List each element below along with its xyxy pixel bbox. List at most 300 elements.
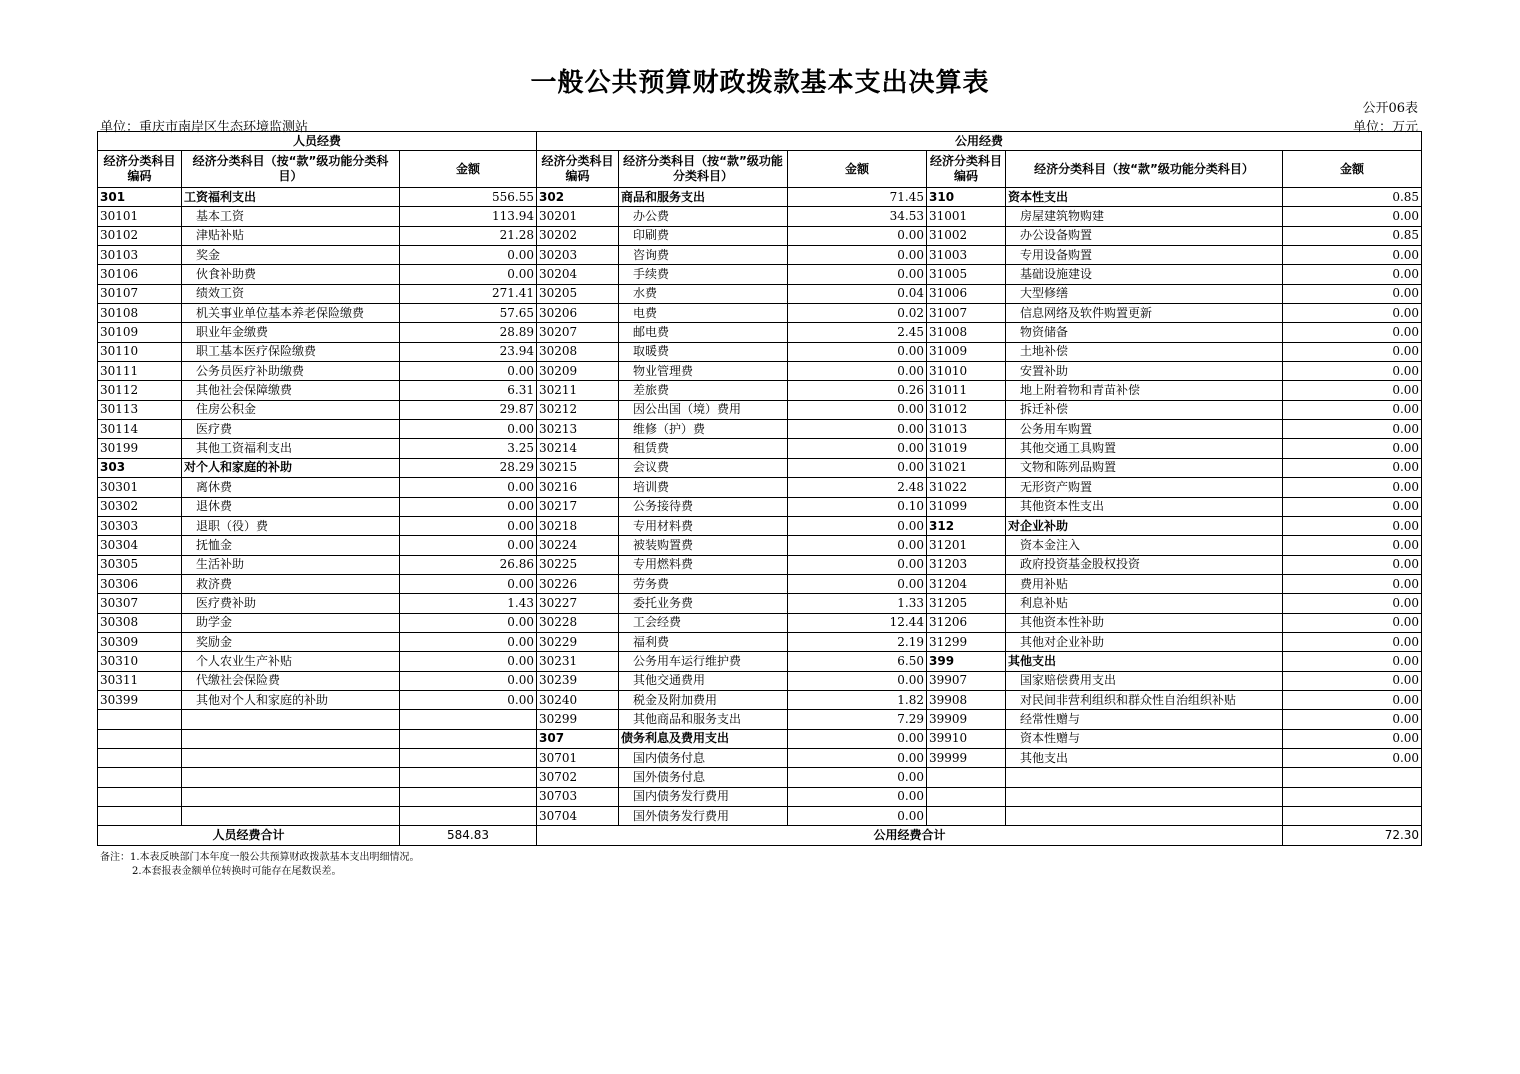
amount-cell: 0.00 xyxy=(1283,439,1422,458)
code-cell xyxy=(927,768,1006,787)
subject-cell: 咨询费 xyxy=(619,246,788,265)
table-row xyxy=(98,787,1422,806)
code-cell: 30226 xyxy=(537,574,619,593)
code-cell: 30109 xyxy=(98,323,182,342)
amount-cell: 0.00 xyxy=(1283,748,1422,767)
code-cell: 39909 xyxy=(927,710,1006,729)
amount-cell: 0.00 xyxy=(788,574,927,593)
code-cell: 302 xyxy=(537,188,619,207)
code-cell: 30112 xyxy=(98,381,182,400)
amount-cell: 0.00 xyxy=(1283,497,1422,516)
code-cell: 30103 xyxy=(98,246,182,265)
table-row xyxy=(98,246,1422,265)
subject-cell: 助学金 xyxy=(182,613,400,632)
subject-cell: 国外债务发行费用 xyxy=(619,807,788,826)
code-cell: 30206 xyxy=(537,304,619,323)
subject-cell: 国内债务发行费用 xyxy=(619,787,788,806)
subject-cell xyxy=(1006,787,1283,806)
amount-cell: 12.44 xyxy=(788,613,927,632)
amount-cell: 0.00 xyxy=(788,516,927,535)
subject-cell: 印刷费 xyxy=(619,226,788,245)
amount-cell: 0.00 xyxy=(788,748,927,767)
code-cell: 30399 xyxy=(98,690,182,709)
subject-cell: 其他支出 xyxy=(1006,748,1283,767)
amount-cell: 2.48 xyxy=(788,478,927,497)
code-cell: 30224 xyxy=(537,536,619,555)
table-row xyxy=(98,323,1422,342)
code-cell: 312 xyxy=(927,516,1006,535)
subject-cell: 离休费 xyxy=(182,478,400,497)
table-row xyxy=(98,748,1422,767)
code-cell: 30205 xyxy=(537,284,619,303)
subject-cell: 无形资产购置 xyxy=(1006,478,1283,497)
subject-cell: 其他社会保障缴费 xyxy=(182,381,400,400)
code-cell: 30231 xyxy=(537,652,619,671)
code-cell: 30310 xyxy=(98,652,182,671)
col-amount-header: 金额 xyxy=(788,151,927,188)
subject-cell: 电费 xyxy=(619,304,788,323)
amount-cell: 0.00 xyxy=(400,362,537,381)
code-cell: 30199 xyxy=(98,439,182,458)
subject-cell: 福利费 xyxy=(619,632,788,651)
code-cell: 31001 xyxy=(927,207,1006,226)
subject-cell: 专用燃料费 xyxy=(619,555,788,574)
subject-cell: 资本性支出 xyxy=(1006,188,1283,207)
code-cell: 39910 xyxy=(927,729,1006,748)
subject-cell: 政府投资基金股权投资 xyxy=(1006,555,1283,574)
amount-cell: 0.00 xyxy=(788,246,927,265)
subject-cell xyxy=(182,787,400,806)
code-cell: 31201 xyxy=(927,536,1006,555)
subject-cell: 维修（护）费 xyxy=(619,420,788,439)
code-cell: 30308 xyxy=(98,613,182,632)
table-row xyxy=(98,362,1422,381)
code-cell: 30299 xyxy=(537,710,619,729)
table-row xyxy=(98,671,1422,690)
amount-cell: 0.00 xyxy=(400,652,537,671)
code-cell: 30211 xyxy=(537,381,619,400)
code-cell: 30239 xyxy=(537,671,619,690)
amount-cell: 0.00 xyxy=(400,420,537,439)
code-cell: 30306 xyxy=(98,574,182,593)
amount-cell: 0.00 xyxy=(400,613,537,632)
subject-cell: 国内债务付息 xyxy=(619,748,788,767)
amount-cell: 0.04 xyxy=(788,284,927,303)
code-cell: 30111 xyxy=(98,362,182,381)
subject-cell: 公务用车运行维护费 xyxy=(619,652,788,671)
amount-cell: 0.00 xyxy=(1283,400,1422,419)
subject-cell: 专用设备购置 xyxy=(1006,246,1283,265)
amount-cell: 0.00 xyxy=(1283,246,1422,265)
code-cell: 30202 xyxy=(537,226,619,245)
subject-cell: 基本工资 xyxy=(182,207,400,226)
code-cell: 30305 xyxy=(98,555,182,574)
amount-cell: 0.00 xyxy=(1283,207,1422,226)
code-cell: 30113 xyxy=(98,400,182,419)
subject-cell: 费用补贴 xyxy=(1006,574,1283,593)
amount-cell: 0.02 xyxy=(788,304,927,323)
table-row xyxy=(98,226,1422,245)
amount-cell: 0.00 xyxy=(788,420,927,439)
amount-cell: 0.85 xyxy=(1283,226,1422,245)
amount-cell: 57.65 xyxy=(400,304,537,323)
code-cell: 31010 xyxy=(927,362,1006,381)
amount-cell: 1.33 xyxy=(788,594,927,613)
subject-cell: 因公出国（境）费用 xyxy=(619,400,788,419)
col-amount-header: 金额 xyxy=(400,151,537,188)
table-row xyxy=(98,342,1422,361)
table-row xyxy=(98,439,1422,458)
amount-cell: 0.26 xyxy=(788,381,927,400)
code-cell: 39907 xyxy=(927,671,1006,690)
amount-cell: 0.00 xyxy=(1283,458,1422,477)
amount-cell: 0.00 xyxy=(788,400,927,419)
amount-cell: 2.19 xyxy=(788,632,927,651)
subject-cell: 税金及附加费用 xyxy=(619,690,788,709)
code-cell xyxy=(927,787,1006,806)
amount-cell: 0.00 xyxy=(788,439,927,458)
amount-cell: 26.86 xyxy=(400,555,537,574)
table-row xyxy=(98,768,1422,787)
amount-cell: 2.45 xyxy=(788,323,927,342)
code-cell xyxy=(98,748,182,767)
amount-cell: 0.00 xyxy=(1283,729,1422,748)
subject-cell: 其他资本性支出 xyxy=(1006,497,1283,516)
amount-cell: 0.00 xyxy=(788,807,927,826)
subject-cell: 债务利息及费用支出 xyxy=(619,729,788,748)
amount-cell: 0.00 xyxy=(1283,516,1422,535)
subject-cell: 租赁费 xyxy=(619,439,788,458)
code-cell: 30216 xyxy=(537,478,619,497)
amount-cell: 0.00 xyxy=(788,787,927,806)
col-code-header: 经济分类科目编码 xyxy=(98,151,182,188)
amount-cell: 71.45 xyxy=(788,188,927,207)
subject-cell: 抚恤金 xyxy=(182,536,400,555)
amount-cell: 0.00 xyxy=(400,516,537,535)
subject-cell: 工会经费 xyxy=(619,613,788,632)
amount-cell xyxy=(400,729,537,748)
code-cell: 30218 xyxy=(537,516,619,535)
subject-cell: 救济费 xyxy=(182,574,400,593)
amount-cell: 0.00 xyxy=(1283,323,1422,342)
code-cell: 30228 xyxy=(537,613,619,632)
code-cell: 30214 xyxy=(537,439,619,458)
code-cell: 31099 xyxy=(927,497,1006,516)
amount-cell xyxy=(400,710,537,729)
personnel-total-amount: 584.83 xyxy=(400,826,537,845)
amount-cell xyxy=(400,787,537,806)
subject-cell: 差旅费 xyxy=(619,381,788,400)
table-row xyxy=(98,207,1422,226)
code-cell: 31006 xyxy=(927,284,1006,303)
subject-cell: 培训费 xyxy=(619,478,788,497)
amount-cell: 1.43 xyxy=(400,594,537,613)
amount-cell: 0.00 xyxy=(400,265,537,284)
subject-cell: 邮电费 xyxy=(619,323,788,342)
subject-cell: 对个人和家庭的补助 xyxy=(182,458,400,477)
subject-cell: 公务员医疗补助缴费 xyxy=(182,362,400,381)
subject-cell: 对民间非营利组织和群众性自治组织补贴 xyxy=(1006,690,1283,709)
code-cell: 310 xyxy=(927,188,1006,207)
amount-cell: 0.00 xyxy=(788,226,927,245)
amount-cell: 0.00 xyxy=(1283,652,1422,671)
amount-cell: 0.00 xyxy=(400,671,537,690)
code-cell: 30201 xyxy=(537,207,619,226)
code-cell: 30209 xyxy=(537,362,619,381)
amount-cell: 0.00 xyxy=(788,671,927,690)
subject-cell: 利息补贴 xyxy=(1006,594,1283,613)
code-cell: 30311 xyxy=(98,671,182,690)
code-cell: 30212 xyxy=(537,400,619,419)
footnote-1: 备注：1.本表反映部门本年度一般公共预算财政拨款基本支出明细情况。 xyxy=(100,852,420,863)
code-cell: 30225 xyxy=(537,555,619,574)
code-cell: 31205 xyxy=(927,594,1006,613)
code-cell: 31203 xyxy=(927,555,1006,574)
amount-cell: 0.00 xyxy=(788,342,927,361)
amount-cell: 556.55 xyxy=(400,188,537,207)
code-cell xyxy=(927,807,1006,826)
table-row xyxy=(98,574,1422,593)
subject-cell: 医疗费补助 xyxy=(182,594,400,613)
amount-cell: 0.00 xyxy=(1283,690,1422,709)
subject-cell: 对企业补助 xyxy=(1006,516,1283,535)
code-cell xyxy=(98,729,182,748)
code-cell: 30302 xyxy=(98,497,182,516)
subject-cell: 绩效工资 xyxy=(182,284,400,303)
amount-cell: 21.28 xyxy=(400,226,537,245)
subject-cell: 退休费 xyxy=(182,497,400,516)
subject-cell xyxy=(182,748,400,767)
amount-cell xyxy=(400,768,537,787)
subject-cell: 工资福利支出 xyxy=(182,188,400,207)
amount-cell: 271.41 xyxy=(400,284,537,303)
amount-cell: 0.00 xyxy=(400,478,537,497)
amount-cell: 0.00 xyxy=(788,729,927,748)
code-cell: 30107 xyxy=(98,284,182,303)
subject-cell: 其他商品和服务支出 xyxy=(619,710,788,729)
amount-cell xyxy=(400,807,537,826)
table-row xyxy=(98,613,1422,632)
subject-cell: 物业管理费 xyxy=(619,362,788,381)
amount-cell: 0.00 xyxy=(400,574,537,593)
amount-cell: 0.00 xyxy=(1283,574,1422,593)
subject-cell: 其他资本性补助 xyxy=(1006,613,1283,632)
subject-cell: 商品和服务支出 xyxy=(619,188,788,207)
table-row xyxy=(98,265,1422,284)
code-cell: 30101 xyxy=(98,207,182,226)
table-row xyxy=(98,458,1422,477)
col-subject-header: 经济分类科目（按“款”级功能分类科目） xyxy=(182,151,400,188)
code-cell: 31008 xyxy=(927,323,1006,342)
code-cell: 31009 xyxy=(927,342,1006,361)
table-row xyxy=(98,188,1422,207)
code-cell: 31019 xyxy=(927,439,1006,458)
amount-cell xyxy=(1283,768,1422,787)
code-cell: 30701 xyxy=(537,748,619,767)
code-cell: 30307 xyxy=(98,594,182,613)
amount-cell: 6.50 xyxy=(788,652,927,671)
amount-cell: 0.00 xyxy=(400,632,537,651)
subject-cell: 地上附着物和青苗补偿 xyxy=(1006,381,1283,400)
amount-cell: 0.00 xyxy=(1283,594,1422,613)
code-cell xyxy=(98,787,182,806)
col-code-header: 经济分类科目编码 xyxy=(927,151,1006,188)
amount-cell: 0.00 xyxy=(400,497,537,516)
subject-cell: 物资储备 xyxy=(1006,323,1283,342)
footnote-2: 2.本套报表金额单位转换时可能存在尾数误差。 xyxy=(132,866,342,877)
subject-cell xyxy=(182,729,400,748)
code-cell: 31003 xyxy=(927,246,1006,265)
amount-cell: 0.00 xyxy=(1283,265,1422,284)
col-subject-header: 经济分类科目（按“款”级功能分类科目） xyxy=(619,151,788,188)
code-cell: 39908 xyxy=(927,690,1006,709)
subject-cell: 退职（役）费 xyxy=(182,516,400,535)
subject-cell: 大型修缮 xyxy=(1006,284,1283,303)
table-row xyxy=(98,632,1422,651)
code-cell: 30203 xyxy=(537,246,619,265)
subject-cell: 其他交通费用 xyxy=(619,671,788,690)
subject-cell: 基础设施建设 xyxy=(1006,265,1283,284)
subject-cell: 奖励金 xyxy=(182,632,400,651)
amount-cell: 0.00 xyxy=(1283,420,1422,439)
amount-cell: 29.87 xyxy=(400,400,537,419)
subject-cell: 国家赔偿费用支出 xyxy=(1006,671,1283,690)
subject-cell: 代缴社会保险费 xyxy=(182,671,400,690)
code-cell: 31299 xyxy=(927,632,1006,651)
subject-cell: 其他对个人和家庭的补助 xyxy=(182,690,400,709)
total-row xyxy=(98,826,1422,845)
amount-cell xyxy=(1283,807,1422,826)
code-cell: 30304 xyxy=(98,536,182,555)
code-cell: 30213 xyxy=(537,420,619,439)
group-header-row xyxy=(98,132,1422,151)
code-cell: 30702 xyxy=(537,768,619,787)
subject-cell: 公务用车购置 xyxy=(1006,420,1283,439)
table-row xyxy=(98,536,1422,555)
code-cell: 30110 xyxy=(98,342,182,361)
code-cell: 303 xyxy=(98,458,182,477)
amount-cell: 0.00 xyxy=(1283,632,1422,651)
amount-cell: 0.00 xyxy=(1283,342,1422,361)
table-row xyxy=(98,304,1422,323)
code-cell: 30114 xyxy=(98,420,182,439)
subject-cell: 其他交通工具购置 xyxy=(1006,439,1283,458)
amount-cell: 0.00 xyxy=(1283,710,1422,729)
amount-cell: 0.00 xyxy=(400,690,537,709)
code-cell: 30229 xyxy=(537,632,619,651)
amount-cell: 0.00 xyxy=(788,536,927,555)
subject-cell: 办公费 xyxy=(619,207,788,226)
table-row xyxy=(98,478,1422,497)
amount-cell: 0.00 xyxy=(788,362,927,381)
amount-cell: 0.00 xyxy=(788,458,927,477)
amount-cell: 0.00 xyxy=(788,265,927,284)
code-cell: 30215 xyxy=(537,458,619,477)
subject-cell: 文物和陈列品购置 xyxy=(1006,458,1283,477)
subject-cell: 信息网络及软件购置更新 xyxy=(1006,304,1283,323)
subject-cell xyxy=(1006,768,1283,787)
code-cell: 31007 xyxy=(927,304,1006,323)
subject-cell xyxy=(1006,807,1283,826)
report-title: 一般公共预算财政拨款基本支出决算表 xyxy=(530,68,990,98)
code-cell: 30240 xyxy=(537,690,619,709)
code-cell: 39999 xyxy=(927,748,1006,767)
amount-cell: 28.29 xyxy=(400,458,537,477)
reporting-unit: 单位：重庆市南岸区生态环境监测站 xyxy=(100,120,309,135)
code-cell: 31012 xyxy=(927,400,1006,419)
code-cell: 31204 xyxy=(927,574,1006,593)
table-row xyxy=(98,420,1422,439)
amount-cell: 7.29 xyxy=(788,710,927,729)
amount-cell: 0.00 xyxy=(400,246,537,265)
table-row xyxy=(98,729,1422,748)
code-cell: 30703 xyxy=(537,787,619,806)
subject-cell: 公务接待费 xyxy=(619,497,788,516)
amount-cell: 0.00 xyxy=(1283,304,1422,323)
amount-cell: 6.31 xyxy=(400,381,537,400)
subject-cell: 委托业务费 xyxy=(619,594,788,613)
code-cell: 30303 xyxy=(98,516,182,535)
expenditure-table xyxy=(97,131,1422,846)
subject-cell: 取暖费 xyxy=(619,342,788,361)
col-amount-header: 金额 xyxy=(1283,151,1422,188)
amount-cell: 1.82 xyxy=(788,690,927,709)
subject-cell: 劳务费 xyxy=(619,574,788,593)
amount-cell: 0.00 xyxy=(1283,555,1422,574)
table-row xyxy=(98,807,1422,826)
subject-cell: 住房公积金 xyxy=(182,400,400,419)
amount-cell: 0.00 xyxy=(1283,284,1422,303)
subject-cell: 办公设备购置 xyxy=(1006,226,1283,245)
code-cell: 31005 xyxy=(927,265,1006,284)
code-cell: 31013 xyxy=(927,420,1006,439)
subject-cell: 资本性赠与 xyxy=(1006,729,1283,748)
footnotes xyxy=(100,851,420,879)
amount-cell: 0.00 xyxy=(1283,613,1422,632)
code-cell: 30204 xyxy=(537,265,619,284)
subject-cell: 职工基本医疗保险缴费 xyxy=(182,342,400,361)
table-row xyxy=(98,594,1422,613)
amount-cell xyxy=(1283,787,1422,806)
code-cell: 30102 xyxy=(98,226,182,245)
subject-cell xyxy=(182,807,400,826)
subject-cell: 被装购置费 xyxy=(619,536,788,555)
amount-cell: 0.00 xyxy=(400,536,537,555)
amount-cell: 0.00 xyxy=(1283,381,1422,400)
amount-cell: 23.94 xyxy=(400,342,537,361)
code-cell: 301 xyxy=(98,188,182,207)
subject-cell: 个人农业生产补贴 xyxy=(182,652,400,671)
subject-cell: 房屋建筑物购建 xyxy=(1006,207,1283,226)
code-cell: 30227 xyxy=(537,594,619,613)
code-cell xyxy=(98,710,182,729)
table-row xyxy=(98,497,1422,516)
subject-cell: 安置补助 xyxy=(1006,362,1283,381)
public-total-label: 公用经费合计 xyxy=(537,826,1283,845)
code-cell: 30309 xyxy=(98,632,182,651)
subject-cell: 其他支出 xyxy=(1006,652,1283,671)
subject-cell: 土地补偿 xyxy=(1006,342,1283,361)
table-row xyxy=(98,400,1422,419)
code-cell: 30108 xyxy=(98,304,182,323)
subject-cell: 手续费 xyxy=(619,265,788,284)
code-cell: 31011 xyxy=(927,381,1006,400)
form-number: 公开06表 xyxy=(1362,101,1418,116)
amount-cell: 0.85 xyxy=(1283,188,1422,207)
subject-cell: 专用材料费 xyxy=(619,516,788,535)
amount-cell: 0.00 xyxy=(788,555,927,574)
amount-cell: 0.00 xyxy=(1283,536,1422,555)
